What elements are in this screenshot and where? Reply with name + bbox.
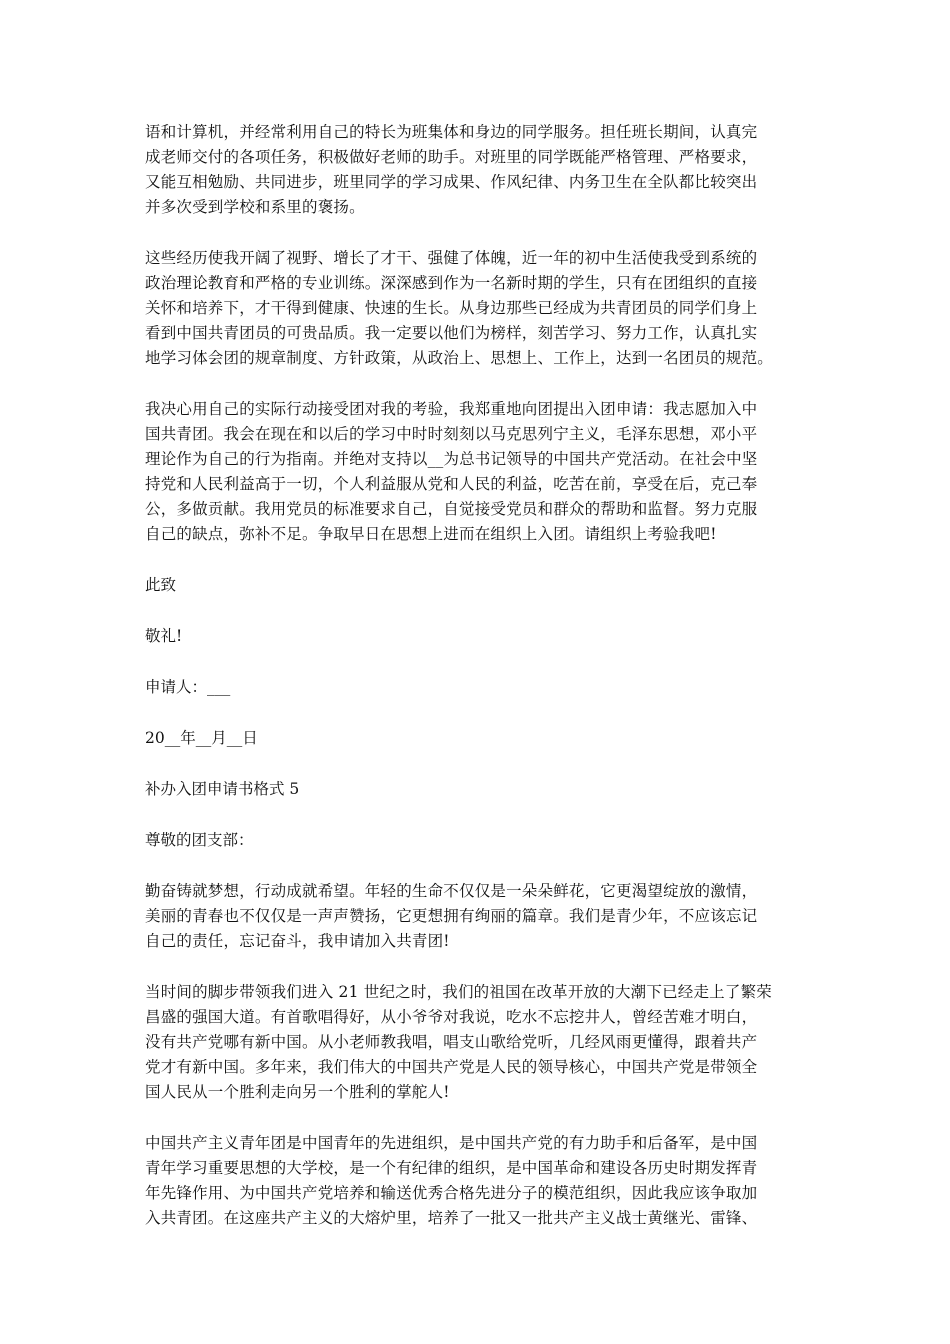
applicant-line: 申请人：___	[145, 678, 231, 696]
paragraph-5	[145, 980, 805, 1105]
text-line: 又能互相勉励、共同进步，班里同学的学习成果、作风纪律、内务卫生在全队都比较突出	[145, 173, 758, 191]
text-line: 党才有新中国。多年来，我们伟大的中国共产党是人民的领导核心，中国共产党是带领全	[145, 1058, 758, 1076]
section-title: 补办入团申请书格式 5	[145, 780, 300, 798]
text-line: 公，多做贡献。我用党员的标准要求自己，自觉接受党员和群众的帮助和监督。努力克服	[145, 500, 758, 518]
paragraph-4	[145, 879, 805, 954]
text-line: 没有共产党哪有新中国。从小老师教我唱，唱支山歌给党听，几经风雨更懂得，跟着共产	[145, 1033, 758, 1051]
date-line: 20__年__月__日	[145, 729, 258, 747]
text-line: 看到中国共青团员的可贵品质。我一定要以他们为榜样，刻苦学习、努力工作，认真扎实	[145, 324, 758, 342]
text-line: 当时间的脚步带领我们进入 21 世纪之时，我们的祖国在改革开放的大潮下已经走上了繁荣	[145, 983, 772, 1001]
addressee: 尊敬的团支部：	[145, 831, 254, 849]
text-line: 昌盛的强国大道。有首歌唱得好，从小爷爷对我说，吃水不忘挖井人，曾经苦难才明白，	[145, 1008, 758, 1026]
text-line: 政治理论教育和严格的专业训练。深深感到作为一名新时期的学生，只有在团组织的直接	[145, 274, 758, 292]
text-line: 自己的责任，忘记奋斗，我申请加入共青团!	[145, 932, 450, 950]
paragraph-3	[145, 397, 805, 547]
salutation: 此致	[145, 576, 177, 594]
paragraph-2	[145, 246, 805, 371]
paragraph-6	[145, 1131, 805, 1231]
text-line: 理论作为自己的行为指南。并绝对支持以__为总书记领导的中国共产党活动。在社会中坚	[145, 450, 758, 468]
document-page	[145, 120, 805, 1257]
text-line: 青年学习重要思想的大学校，是一个有纪律的组织，是中国革命和建设各历史时期发挥青	[145, 1159, 758, 1177]
text-line: 年先锋作用、为中国共产党培养和输送优秀合格先进分子的模范组织，因此我应该争取加	[145, 1184, 758, 1202]
text-line: 地学习体会团的规章制度、方针政策，从政治上、思想上、工作上，达到一名团员的规范。	[145, 349, 774, 367]
regards: 敬礼!	[145, 627, 183, 645]
text-line: 并多次受到学校和系里的褒扬。	[145, 198, 365, 216]
text-line: 这些经历使我开阔了视野、增长了才干、强健了体魄，近一年的初中生活使我受到系统的	[145, 249, 758, 267]
text-line: 持党和人民利益高于一切，个人利益服从党和人民的利益，吃苦在前，享受在后，克己奉	[145, 475, 758, 493]
text-line: 中国共产主义青年团是中国青年的先进组织，是中国共产党的有力助手和后备军，是中国	[145, 1134, 758, 1152]
text-line: 自己的缺点，弥补不足。争取早日在思想上进而在组织上入团。请组织上考验我吧!	[145, 525, 717, 543]
text-line: 我决心用自己的实际行动接受团对我的考验，我郑重地向团提出入团申请：我志愿加入中	[145, 400, 758, 418]
text-line: 入共青团。在这座共产主义的大熔炉里，培养了一批又一批共产主义战士黄继光、雷锋、	[145, 1209, 758, 1227]
paragraph-1	[145, 120, 805, 220]
text-line: 美丽的青春也不仅仅是一声声赞扬，它更想拥有绚丽的篇章。我们是青少年，不应该忘记	[145, 907, 758, 925]
text-line: 勤奋铸就梦想，行动成就希望。年轻的生命不仅仅是一朵朵鲜花，它更渴望绽放的激情，	[145, 882, 758, 900]
text-line: 语和计算机，并经常利用自己的特长为班集体和身边的同学服务。担任班长期间，认真完	[145, 123, 758, 141]
text-line: 关怀和培养下，才干得到健康、快速的生长。从身边那些已经成为共青团员的同学们身上	[145, 299, 758, 317]
text-line: 国人民从一个胜利走向另一个胜利的掌舵人!	[145, 1083, 450, 1101]
text-line: 国共青团。我会在现在和以后的学习中时时刻刻以马克思列宁主义，毛泽东思想，邓小平	[145, 425, 758, 443]
text-line: 成老师交付的各项任务，积极做好老师的助手。对班里的同学既能严格管理、严格要求，	[145, 148, 758, 166]
